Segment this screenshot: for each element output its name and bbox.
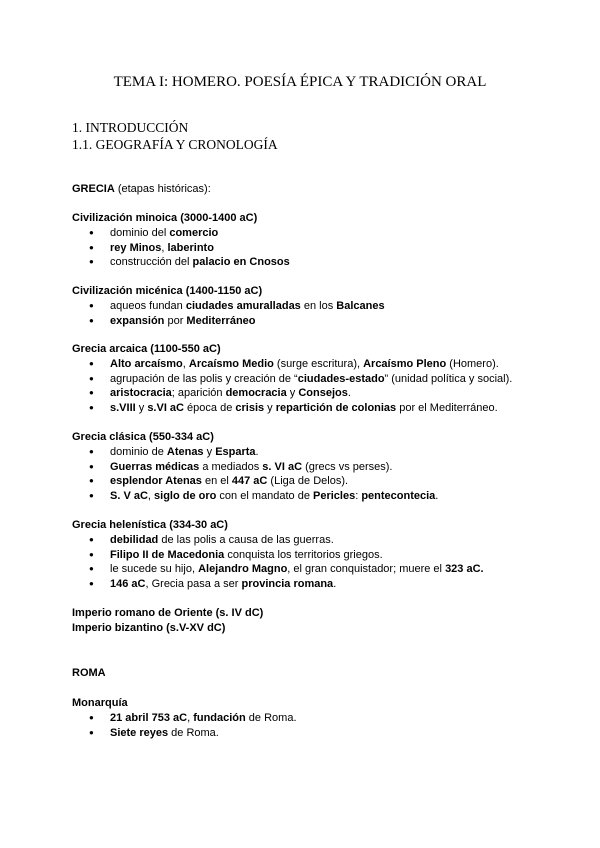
period-heading: Grecia arcaica (1100-550 aC) xyxy=(72,343,221,355)
text: agrupación de las polis y creación de “ xyxy=(110,372,298,385)
bold-text: s.VI aC xyxy=(147,402,184,415)
list-item xyxy=(72,489,542,504)
list-item xyxy=(72,445,542,460)
bold-text: Pericles xyxy=(313,490,356,503)
period-clasica xyxy=(72,430,542,504)
bullet-list xyxy=(72,445,542,504)
list-item xyxy=(72,299,542,314)
bold-text: Esparta xyxy=(215,446,256,458)
bold-text: repartición de colonias xyxy=(275,402,397,415)
bold-text: provincia romana xyxy=(241,578,334,591)
period-heading: Civilización micénica (1400-1150 aC) xyxy=(72,285,263,297)
imperio-oriente-heading: Imperio romano de Oriente (s. IV dC) xyxy=(72,607,264,619)
text: en los xyxy=(300,300,337,312)
period-heading: Grecia clásica (550-334 aC) xyxy=(72,431,214,443)
bold-text: Alejandro Magno xyxy=(198,563,288,576)
list-item xyxy=(72,562,542,577)
roma-heading: ROMA xyxy=(72,667,106,679)
list-item xyxy=(72,357,542,372)
list-item xyxy=(72,226,542,241)
list-item xyxy=(72,386,542,401)
text: . xyxy=(333,578,337,591)
bullet-list xyxy=(72,533,542,592)
bold-text: Balcanes xyxy=(336,300,385,312)
list-item xyxy=(72,255,542,270)
text: , el gran conquistador; muere el xyxy=(287,563,446,576)
list-item xyxy=(72,577,542,592)
imperio-bizantino-heading: Imperio bizantino (s.V-XV dC) xyxy=(72,622,226,634)
bold-text: pentecontecia xyxy=(361,490,436,503)
bold-text: rey Minos xyxy=(110,241,162,254)
bold-text: 447 aC xyxy=(231,475,268,488)
text: (Homero). xyxy=(446,358,499,370)
bold-text: fundación xyxy=(193,712,246,724)
list-item xyxy=(72,533,542,548)
list-item xyxy=(72,711,542,726)
bold-text: Arcaísmo Medio xyxy=(188,358,274,370)
list-item xyxy=(72,460,542,475)
imperio-block xyxy=(72,606,542,636)
bold-text: comercio xyxy=(169,227,219,239)
bold-text: Alto arcaísmo xyxy=(110,358,183,370)
text: , xyxy=(161,241,168,254)
bold-text: s. VI aC xyxy=(262,460,303,473)
period-heading: Grecia helenística (334-30 aC) xyxy=(72,519,228,531)
bold-text: Mediterráneo xyxy=(186,314,256,327)
period-helenistica xyxy=(72,518,542,592)
list-item xyxy=(72,314,542,329)
bold-text: expansión xyxy=(110,314,165,327)
bullet-list xyxy=(72,357,542,416)
subsection-heading-geografia: 1.1. GEOGRAFÍA Y CRONOLOGÍA xyxy=(72,137,278,152)
bullet-list xyxy=(72,711,542,740)
list-item xyxy=(72,474,542,489)
text: dominio del xyxy=(110,227,170,239)
text: (grecs vs perses). xyxy=(302,460,393,473)
bold-text: siglo de oro xyxy=(154,490,217,503)
text: por xyxy=(164,314,187,327)
section-heading-introduccion: 1. INTRODUCCIÓN xyxy=(72,120,189,135)
bold-text: esplendor Atenas xyxy=(110,475,202,488)
text: : xyxy=(355,490,362,503)
grecia-suffix: (etapas históricas): xyxy=(114,183,211,195)
text: dominio de xyxy=(110,446,167,458)
bold-text: crisis xyxy=(235,402,265,415)
period-heading: Monarquía xyxy=(72,697,128,709)
period-heading: Civilización minoica (3000-1400 aC) xyxy=(72,212,258,224)
bold-text: democracia xyxy=(225,387,287,400)
text: . xyxy=(255,446,259,458)
period-minoica xyxy=(72,211,542,270)
bold-text: Consejos xyxy=(298,387,348,400)
bold-text: Filipo II de Macedonia xyxy=(110,548,225,561)
text: , xyxy=(182,358,189,370)
period-arcaica xyxy=(72,342,542,416)
text: época de xyxy=(184,402,236,415)
roma-block xyxy=(72,666,542,681)
bold-text: ciudades-estado xyxy=(297,372,385,385)
bold-text: 323 aC. xyxy=(445,563,484,576)
bold-text: 21 abril 753 aC xyxy=(110,712,188,724)
bold-text: S. V aC xyxy=(110,490,148,503)
text: conquista los territorios griegos. xyxy=(224,548,383,561)
bold-text: s.VIII xyxy=(110,402,136,415)
bold-text: aristocracia xyxy=(110,387,172,400)
text: a mediados xyxy=(199,460,263,473)
bold-text: Atenas xyxy=(166,446,204,458)
text: . xyxy=(435,490,439,503)
list-item xyxy=(72,548,542,563)
text: aqueos fundan xyxy=(110,300,186,312)
bold-text: palacio en Cnosos xyxy=(192,256,290,269)
document-title: TEMA I: HOMERO. POESÍA ÉPICA Y TRADICIÓN ORAL xyxy=(113,74,487,90)
list-item xyxy=(72,726,542,741)
bold-text: debilidad xyxy=(110,534,159,546)
bold-text: 146 aC xyxy=(110,578,146,591)
text: ” (unidad política y social). xyxy=(384,372,513,385)
text: y xyxy=(203,446,216,458)
list-item xyxy=(72,372,542,387)
bold-text: ciudades amuralladas xyxy=(185,300,301,312)
bullet-list xyxy=(72,299,542,328)
text: le sucede su hijo, xyxy=(110,563,199,576)
bold-text: laberinto xyxy=(167,241,214,254)
text: , xyxy=(187,712,194,724)
text: con el mandato de xyxy=(216,490,313,503)
text: de Roma. xyxy=(168,726,219,739)
bullet-list xyxy=(72,226,542,270)
text: ; aparición xyxy=(171,387,226,400)
period-monarquia xyxy=(72,696,542,740)
bold-text: Siete reyes xyxy=(110,726,169,739)
period-micenica xyxy=(72,284,542,328)
grecia-label: GRECIA xyxy=(72,183,115,195)
list-item xyxy=(72,241,542,256)
grecia-heading xyxy=(72,182,542,197)
bold-text: Guerras médicas xyxy=(110,460,200,473)
text: (Liga de Delos). xyxy=(267,475,349,488)
bold-text: Arcaísmo Pleno xyxy=(363,358,447,370)
text: en el xyxy=(201,475,232,488)
text: , xyxy=(147,490,155,503)
text: (surge escritura), xyxy=(273,358,364,370)
text: construcción del xyxy=(110,256,193,269)
text: , Grecia pasa a ser xyxy=(145,578,242,591)
text: . xyxy=(347,387,351,400)
list-item xyxy=(72,401,542,416)
text: por el Mediterráneo. xyxy=(396,402,498,415)
text: de las polis a causa de las guerras. xyxy=(158,534,334,546)
text: y xyxy=(264,402,276,415)
text: de Roma. xyxy=(245,712,297,724)
text: y xyxy=(135,402,148,415)
text: y xyxy=(286,387,299,400)
